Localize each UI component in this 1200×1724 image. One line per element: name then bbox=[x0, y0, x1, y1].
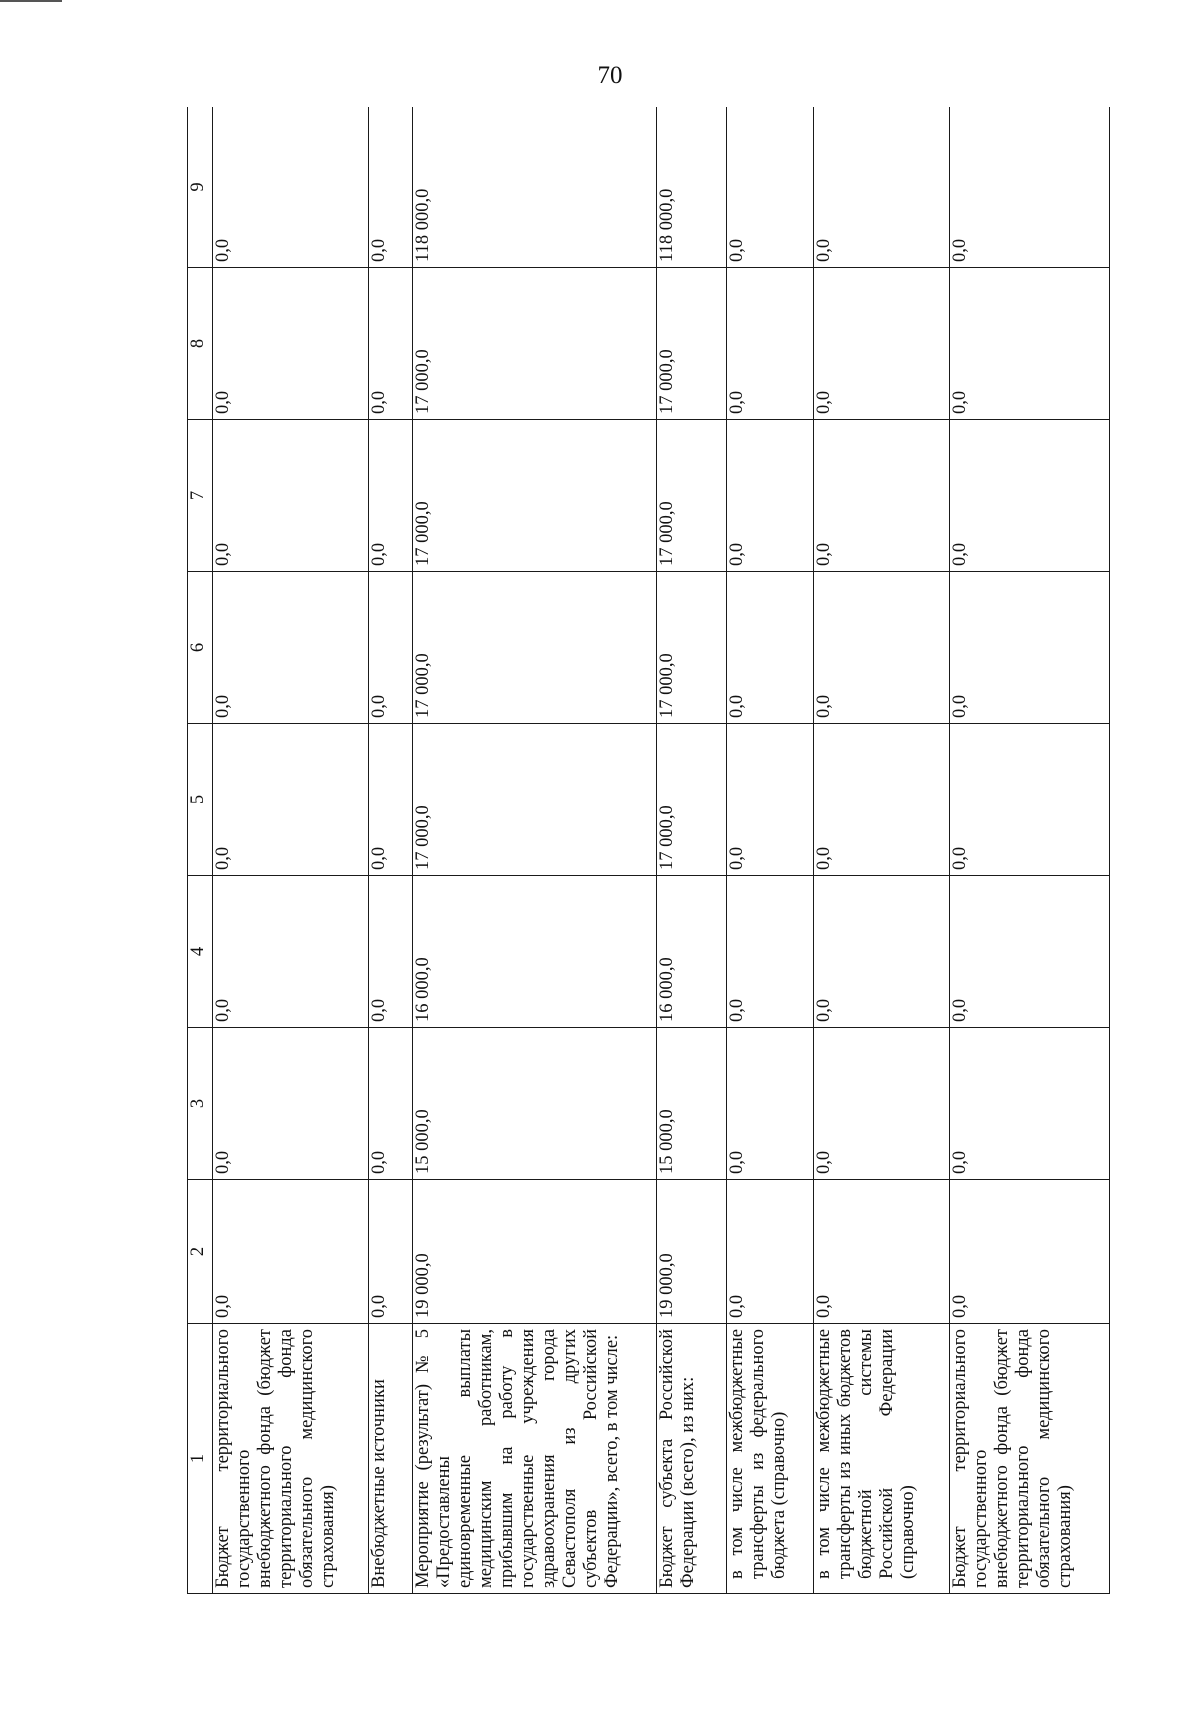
row-value: 0,0 bbox=[950, 876, 1110, 1028]
row-label: в том числе межбюджетные трансферты из иных бюджетов бюджетной системы Российской Федерации (справочно) bbox=[813, 1324, 949, 1594]
table-row bbox=[813, 107, 949, 1594]
row-value: 17 000,0 bbox=[656, 420, 726, 572]
row-value: 0,0 bbox=[369, 268, 413, 420]
row-value: 0,0 bbox=[813, 1180, 949, 1324]
row-label: Мероприятие (результат) № 5 «Предоставлены единовременные выплаты медицинским работникам, прибывшим на работу в государственные учреждения здравоохранения города Севастополя из других субъектов Российской Федерации», всего, в том числе: bbox=[412, 1324, 656, 1594]
page-number: 70 bbox=[597, 62, 623, 89]
row-value: 0,0 bbox=[950, 420, 1110, 572]
row-value: 0,0 bbox=[950, 1180, 1110, 1324]
row-value: 0,0 bbox=[950, 268, 1110, 420]
row-value: 0,0 bbox=[212, 420, 369, 572]
row-value: 19 000,0 bbox=[412, 1180, 656, 1324]
row-value: 118 000,0 bbox=[656, 107, 726, 268]
row-value: 0,0 bbox=[727, 268, 813, 420]
row-value: 0,0 bbox=[212, 1028, 369, 1180]
row-value: 0,0 bbox=[369, 1180, 413, 1324]
table-row bbox=[412, 107, 656, 1594]
table-row bbox=[369, 107, 413, 1594]
column-number: 8 bbox=[188, 268, 213, 420]
row-value: 0,0 bbox=[727, 572, 813, 724]
row-value: 0,0 bbox=[212, 107, 369, 268]
column-number: 9 bbox=[188, 107, 213, 268]
row-value: 17 000,0 bbox=[656, 268, 726, 420]
row-value: 17 000,0 bbox=[412, 420, 656, 572]
row-value: 0,0 bbox=[813, 268, 949, 420]
column-number: 2 bbox=[188, 1180, 213, 1324]
column-number: 1 bbox=[188, 1324, 213, 1594]
table-row bbox=[656, 107, 726, 1594]
row-value: 0,0 bbox=[727, 724, 813, 876]
row-value: 0,0 bbox=[727, 107, 813, 268]
row-value: 0,0 bbox=[212, 1180, 369, 1324]
row-value: 0,0 bbox=[369, 572, 413, 724]
row-value: 0,0 bbox=[727, 1028, 813, 1180]
row-value: 0,0 bbox=[813, 107, 949, 268]
row-value: 0,0 bbox=[212, 268, 369, 420]
row-label: Внебюджетные источники bbox=[369, 1324, 413, 1594]
row-value: 0,0 bbox=[369, 107, 413, 268]
row-value: 0,0 bbox=[813, 572, 949, 724]
funding-table bbox=[187, 107, 1110, 1594]
row-value: 15 000,0 bbox=[656, 1028, 726, 1180]
table-row bbox=[212, 107, 369, 1594]
row-value: 0,0 bbox=[369, 1028, 413, 1180]
row-label: в том числе межбюджетные трансферты из федерального бюджета (справочно) bbox=[727, 1324, 813, 1594]
row-value: 17 000,0 bbox=[412, 268, 656, 420]
row-value: 0,0 bbox=[950, 724, 1110, 876]
row-value: 17 000,0 bbox=[656, 724, 726, 876]
column-number-row bbox=[188, 107, 213, 1594]
row-label: Бюджет субъекта Российской Федерации (всего), из них: bbox=[656, 1324, 726, 1594]
column-number: 6 bbox=[188, 572, 213, 724]
row-value: 0,0 bbox=[813, 724, 949, 876]
row-label: Бюджет территориального государственного внебюджетного фонда (бюджет территориального фонда обязательного медицинского страхования) bbox=[950, 1324, 1110, 1594]
row-value: 0,0 bbox=[813, 876, 949, 1028]
row-value: 0,0 bbox=[727, 876, 813, 1028]
row-value: 0,0 bbox=[369, 876, 413, 1028]
row-value: 16 000,0 bbox=[412, 876, 656, 1028]
row-value: 0,0 bbox=[950, 107, 1110, 268]
scan-corner-mark bbox=[0, 0, 62, 2]
row-value: 0,0 bbox=[212, 876, 369, 1028]
row-value: 0,0 bbox=[950, 572, 1110, 724]
row-value: 118 000,0 bbox=[412, 107, 656, 268]
row-value: 0,0 bbox=[212, 724, 369, 876]
row-value: 17 000,0 bbox=[412, 724, 656, 876]
row-value: 0,0 bbox=[813, 1028, 949, 1180]
funding-table-frame bbox=[187, 107, 1110, 1594]
row-value: 0,0 bbox=[369, 420, 413, 572]
row-value: 0,0 bbox=[813, 420, 949, 572]
column-number: 4 bbox=[188, 876, 213, 1028]
column-number: 7 bbox=[188, 420, 213, 572]
row-value: 17 000,0 bbox=[412, 572, 656, 724]
row-value: 0,0 bbox=[950, 1028, 1110, 1180]
row-label: Бюджет территориального государственного внебюджетного фонда (бюджет территориального фонда обязательного медицинского страхования) bbox=[212, 1324, 369, 1594]
funding-table-rotated bbox=[187, 107, 1110, 1594]
row-value: 19 000,0 bbox=[656, 1180, 726, 1324]
row-value: 15 000,0 bbox=[412, 1028, 656, 1180]
column-number: 5 bbox=[188, 724, 213, 876]
row-value: 0,0 bbox=[727, 420, 813, 572]
row-value: 17 000,0 bbox=[656, 572, 726, 724]
row-value: 16 000,0 bbox=[656, 876, 726, 1028]
row-value: 0,0 bbox=[369, 724, 413, 876]
column-number: 3 bbox=[188, 1028, 213, 1180]
table-row bbox=[727, 107, 813, 1594]
table-row bbox=[950, 107, 1110, 1594]
row-value: 0,0 bbox=[727, 1180, 813, 1324]
row-value: 0,0 bbox=[212, 572, 369, 724]
